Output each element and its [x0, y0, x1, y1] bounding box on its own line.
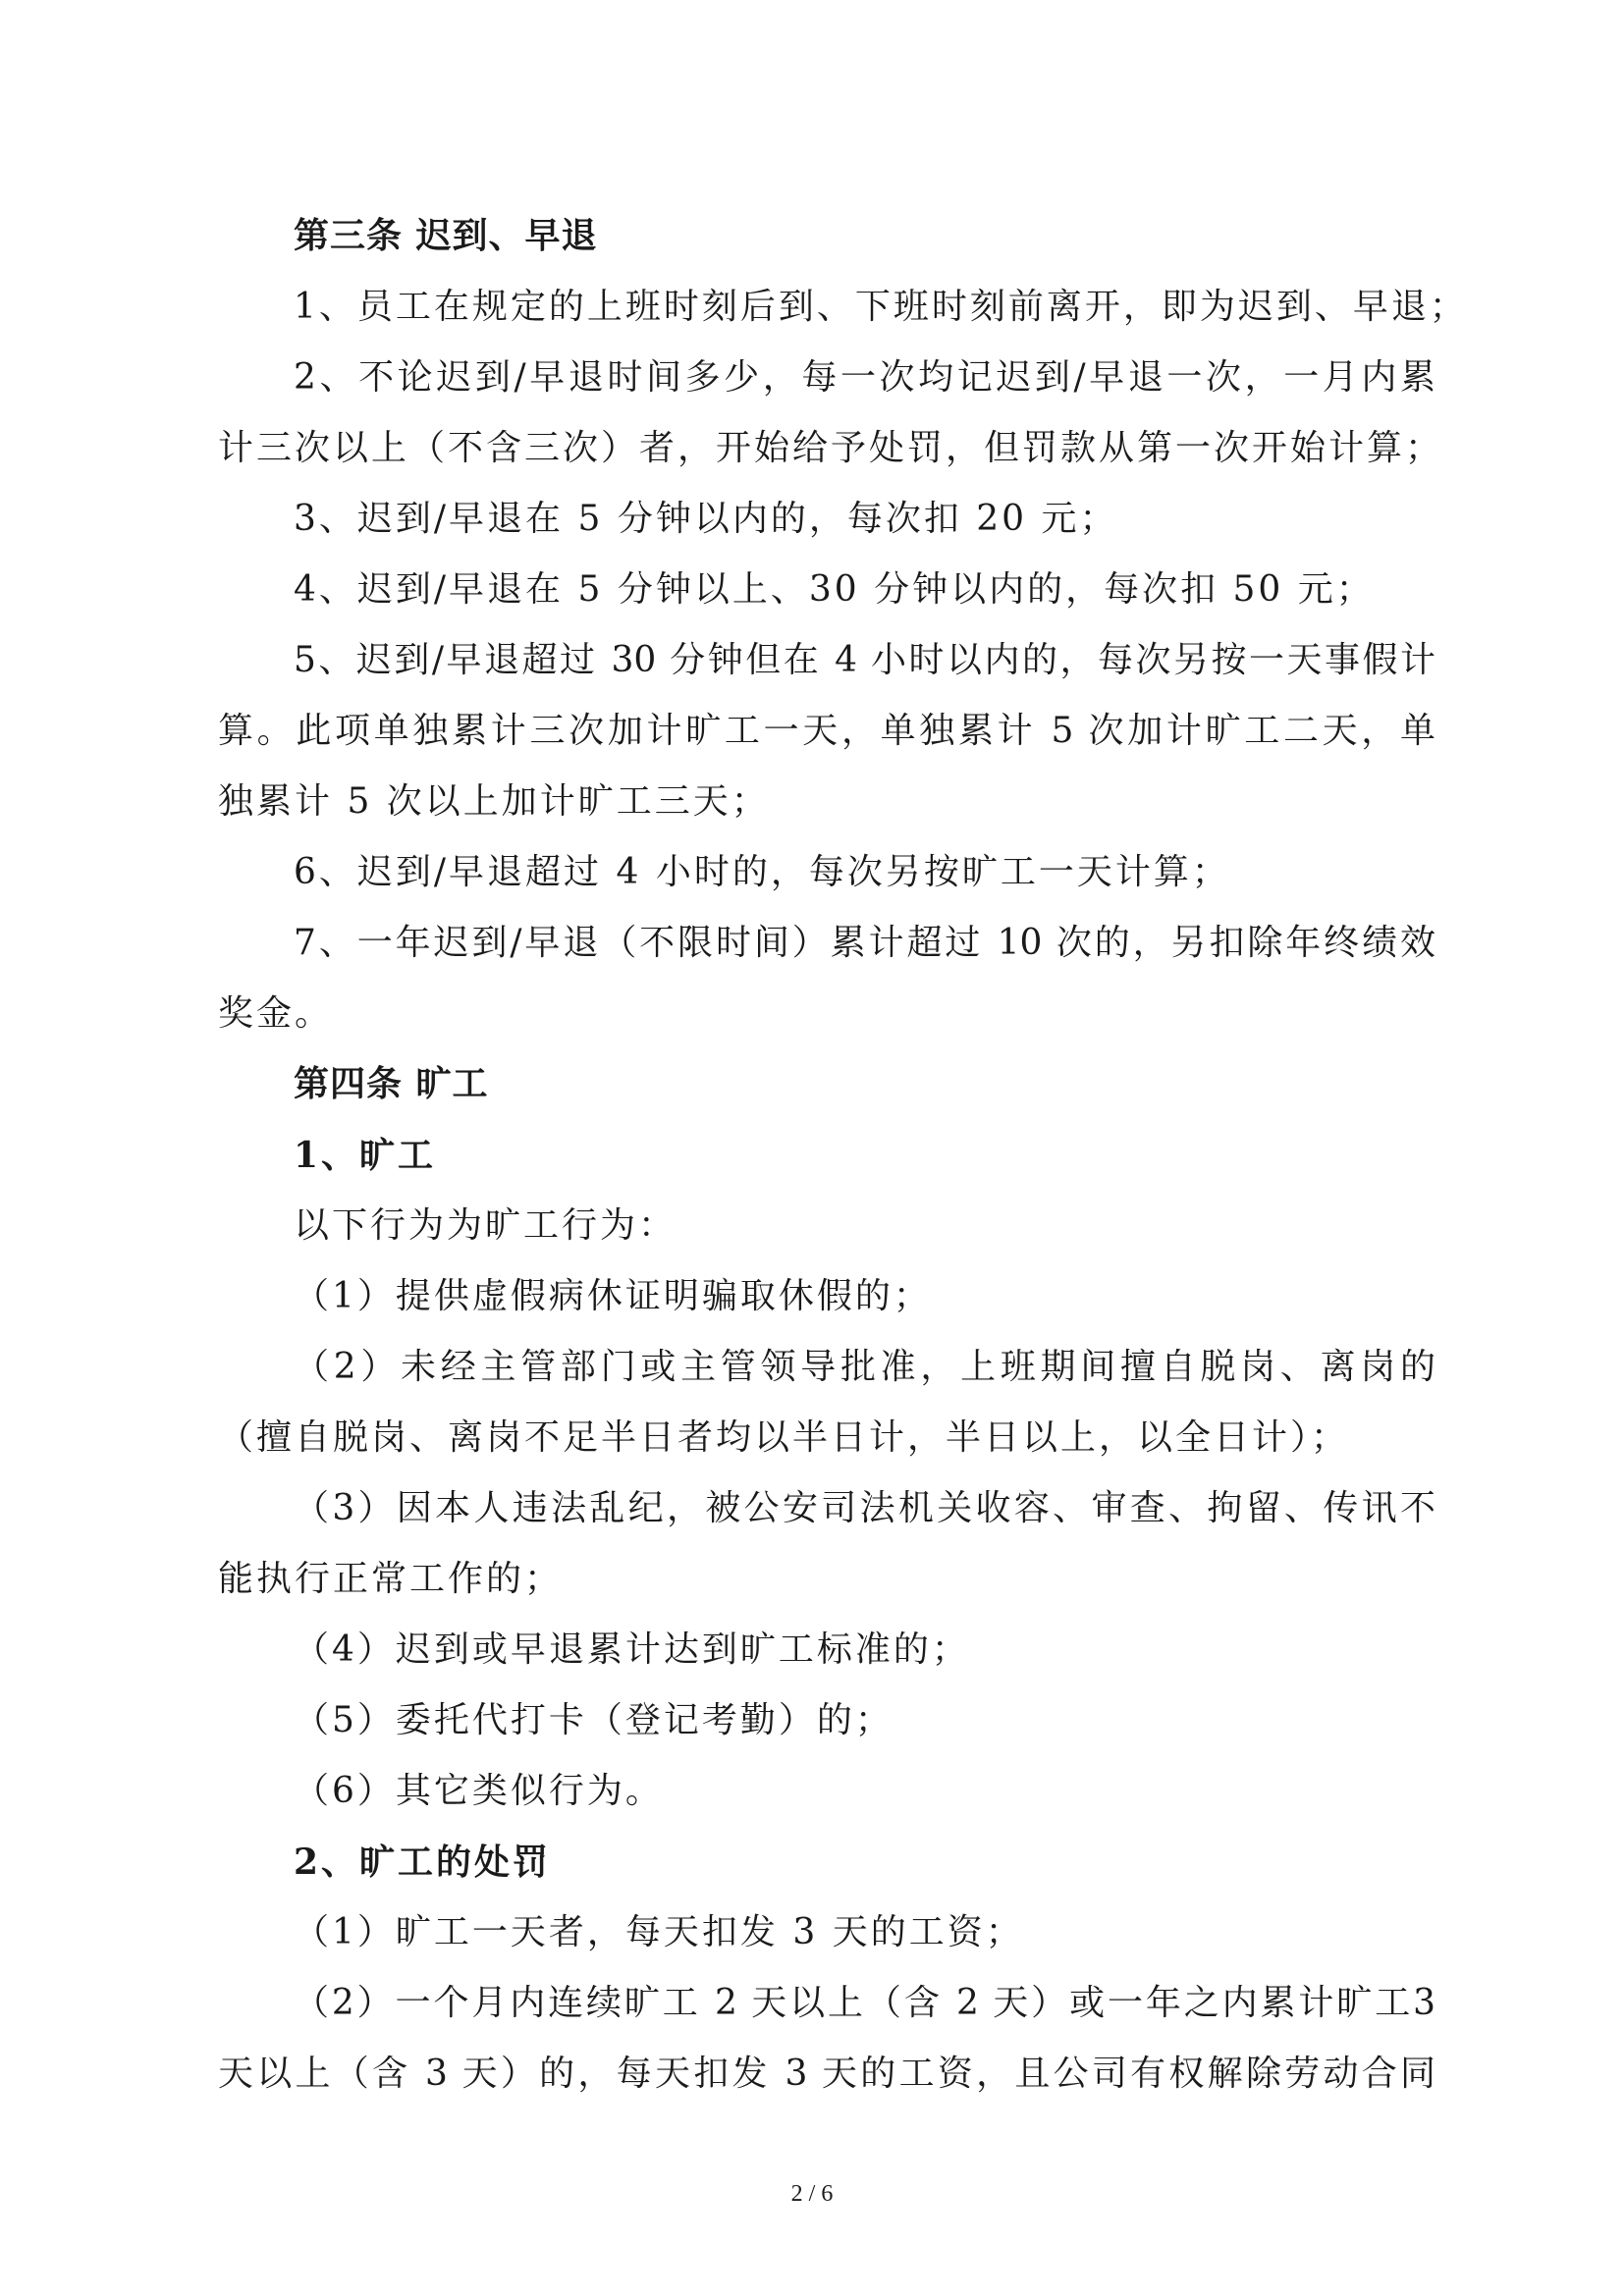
text-line: 3、迟到/早退在 5 分钟以内的，每次扣 20 元； [294, 499, 1118, 539]
text-line: （1）提供虚假病休证明骗取休假的； [294, 1276, 932, 1316]
text-line: 1、员工在规定的上班时刻后到、下班时刻前离开，即为迟到、早退； [294, 287, 1468, 327]
text-line: 4、迟到/早退在 5 分钟以上、30 分钟以内的，每次扣 50 元； [294, 569, 1375, 610]
text-line: （5）委托代打卡（登记考勤）的； [294, 1700, 893, 1740]
text-line: 能执行正常工作的； [218, 1559, 564, 1599]
text-line: 天以上（含 3 天）的，每天扣发 3 天的工资，且公司有权解除劳动合同 [218, 2054, 1435, 2094]
text-line: 7、一年迟到/早退（不限时间）累计超过 10 次的，另扣除年终绩效 [294, 923, 1435, 963]
text-line: 算。此项单独累计三次加计旷工一天，单独累计 5 次加计旷工二天，单 [218, 711, 1435, 751]
text-line: 1、旷工 [294, 1135, 437, 1176]
section-heading: 第三条 迟到、早退 [294, 216, 598, 256]
text-line: （3）因本人违法乱纪，被公安司法机关收容、审查、拘留、传讯不 [294, 1488, 1435, 1528]
text-line: （擅自脱岗、离岗不足半日者均以半日计，半日以上，以全日计）； [218, 1417, 1350, 1458]
text-line: （2）一个月内连续旷工 2 天以上（含 2 天）或一年之内累计旷工3 [294, 1983, 1435, 2023]
text-line: （2）未经主管部门或主管领导批准，上班期间擅自脱岗、离岗的 [294, 1347, 1435, 1387]
text-line: 2、旷工的处罚 [294, 1842, 552, 1883]
text-line: 奖金。 [218, 993, 334, 1034]
text-line: 2、不论迟到/早退时间多少，每一次均记迟到/早退一次，一月内累 [294, 357, 1435, 398]
text-line: 5、迟到/早退超过 30 分钟但在 4 小时以内的，每次另按一天事假计 [294, 640, 1435, 680]
page-number: 2 / 6 [790, 2181, 834, 2207]
section-heading: 第四条 旷工 [294, 1064, 489, 1104]
text-line: （1）旷工一天者，每天扣发 3 天的工资； [294, 1912, 1024, 1952]
text-line: （6）其它类似行为。 [294, 1771, 664, 1811]
text-line: 计三次以上（不含三次）者，开始给予处罚，但罚款从第一次开始计算； [218, 428, 1444, 468]
text-line: 以下行为为旷工行为： [294, 1205, 677, 1246]
document-body [218, 201, 1468, 2109]
text-line: 6、迟到/早退超过 4 小时的，每次另按旷工一天计算； [294, 852, 1230, 892]
text-line: 独累计 5 次以上加计旷工三天； [218, 781, 770, 822]
text-line: （4）迟到或早退累计达到旷工标准的； [294, 1629, 970, 1670]
